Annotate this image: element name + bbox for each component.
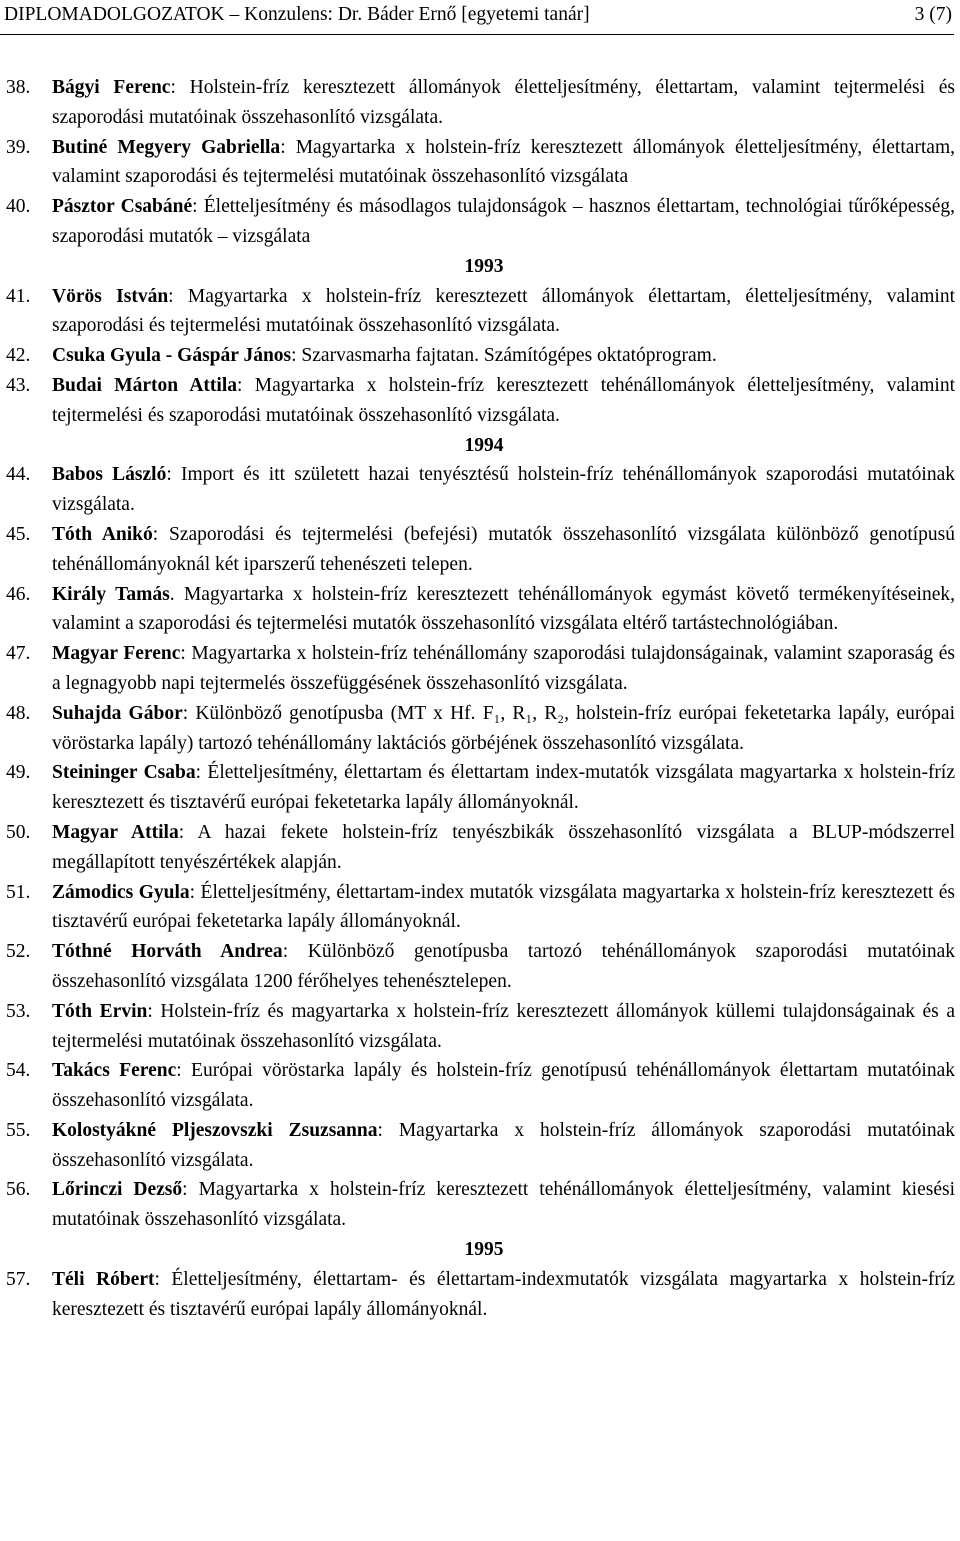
thesis-list: [0, 73, 960, 1324]
author-separator: :: [192, 196, 198, 218]
author-name: Csuka Gyula - Gáspár János: [52, 345, 292, 367]
item-number: 49.: [6, 762, 31, 784]
author-separator: :: [280, 136, 286, 158]
list-item: [0, 580, 960, 640]
year-heading: 1993: [464, 255, 504, 277]
author-separator: :: [176, 1060, 182, 1082]
item-number: 56.: [6, 1179, 31, 1201]
page-number: 3 (7): [914, 4, 952, 25]
author-separator: :: [237, 374, 243, 396]
author-name: Bágyi Ferenc: [52, 77, 171, 98]
list-item: [0, 1056, 960, 1116]
thesis-title: Holstein-fríz keresztezett állományok életteljesítmény, élettartam, valamint tejtermelési és szaporodási mutatóinak összehasonlító vizsgálata.: [52, 77, 955, 128]
list-item: [0, 1175, 960, 1235]
author-name: Magyar Attila: [52, 821, 179, 843]
thesis-title: Magyartarka x holstein-fríz keresztezett tehénállományok egymást követő termékenyítéseinek, valamint a szaporodási és tejtermelési mutatók összehasonlító vizsgálata eltérő tartástechnológiában.: [52, 583, 955, 635]
list-item: [0, 937, 960, 997]
thesis-title: Magyartarka x holstein-fríz keresztezett állományok életteljesítmény, élettartam, valamint szaporodási és tejtermelési mutatóinak összehasonlító vizsgálata: [52, 136, 955, 188]
author-name: Suhajda Gábor: [52, 702, 183, 724]
thesis-title: Életteljesítmény, élettartam és élettartam index-mutatók vizsgálata magyartarka x holstein-fríz keresztezett és tisztavérű európai feketetarka lapály állományoknál.: [52, 762, 956, 814]
author-separator: .: [169, 583, 175, 605]
author-separator: :: [182, 702, 189, 724]
item-number: 55.: [6, 1119, 31, 1141]
thesis-title: Szaporodási és tejtermelési (befejési) mutatók összehasonlító vizsgálata különböző genotípusú tehénállományoknál két iparszerű tehenészeti telepen.: [52, 523, 955, 575]
thesis-title: Életteljesítmény, élettartam- és élettartam-indexmutatók vizsgálata magyartarka x holstein-fríz keresztezett és tisztavérű európai lapály állományoknál.: [52, 1268, 955, 1320]
year-heading: 1994: [464, 434, 504, 456]
thesis-title: Magyartarka x holstein-fríz tehénállomány szaporodási tulajdonságainak, valamint szaporaság és a legnagyobb napi tejtermelés összefüggésének összehasonlító vizsgálata.: [52, 643, 956, 694]
list-item: [0, 460, 960, 520]
thesis-title: Életteljesítmény és másodlagos tulajdonságok – hasznos élettartam, technológiai tűrőképesség, szaporodási mutatók – vizsgálata: [52, 196, 956, 247]
list-item: [0, 639, 960, 699]
item-number: 38.: [6, 77, 31, 98]
thesis-title: Holstein-fríz és magyartarka x holstein-fríz keresztezett állományok küllemi tulajdonságainak és a tejtermelési mutatóinak összehasonlító vizsgálata.: [52, 1000, 955, 1052]
author-name: Budai Márton Attila: [52, 374, 237, 396]
author-name: Király Tamás: [52, 583, 170, 605]
author-separator: :: [154, 1268, 160, 1290]
list-item: [0, 371, 960, 431]
item-number: 57.: [6, 1268, 31, 1290]
author-separator: :: [166, 464, 172, 486]
author-separator: :: [377, 1119, 383, 1141]
thesis-title: Import és itt született hazai tenyésztésű holstein-fríz tehénállományok szaporodási mutatóinak vizsgálata.: [52, 464, 956, 516]
year-heading: 1995: [464, 1239, 504, 1261]
author-name: Babos László: [52, 464, 167, 486]
header-title: DIPLOMADOLGOZATOK – Konzulens: Dr. Báder Ernő [egyetemi tanár]: [4, 4, 590, 25]
author-name: Zámodics Gyula: [52, 881, 190, 903]
item-number: 51.: [6, 881, 31, 903]
item-number: 47.: [6, 643, 31, 665]
list-item: [0, 1265, 960, 1325]
item-number: 52.: [6, 941, 31, 963]
page-header: [0, 0, 954, 35]
author-name: Butiné Megyery Gabriella: [52, 136, 281, 158]
author-name: Tóthné Horváth Andrea: [52, 941, 283, 963]
thesis-title: Magyartarka x holstein-fríz keresztezett tehénállományok életteljesítmény, valamint tejtermelési és szaporodási mutatóinak összehasonlító vizsgálata.: [52, 374, 955, 426]
item-number: 40.: [6, 196, 31, 218]
list-item: [0, 1116, 960, 1176]
list-item: [0, 282, 960, 342]
author-name: Téli Róbert: [52, 1268, 155, 1290]
item-number: 54.: [6, 1060, 31, 1082]
author-separator: :: [195, 762, 202, 784]
author-separator: :: [170, 77, 176, 98]
list-item: [0, 520, 960, 580]
thesis-title: Szarvasmarha fajtatan. Számítógépes oktatóprogram.: [296, 345, 717, 367]
list-item: [0, 758, 960, 818]
thesis-title: Magyartarka x holstein-fríz állományok szaporodási mutatóinak összehasonlító vizsgálata.: [52, 1119, 955, 1171]
item-number: 53.: [6, 1000, 31, 1022]
author-name: Steininger Csaba: [52, 762, 196, 784]
author-separator: :: [180, 643, 186, 665]
thesis-title: Különböző genotípusba tartozó tehénállományok szaporodási mutatóinak összehasonlító vizsgálata 1200 férőhelyes tehenésztelepen.: [52, 941, 955, 992]
item-number: 45.: [6, 523, 31, 545]
item-number: 50.: [6, 821, 31, 843]
author-separator: :: [178, 821, 185, 843]
list-item: [0, 997, 960, 1057]
author-separator: :: [147, 1000, 153, 1022]
list-item: [0, 192, 960, 252]
author-name: Pásztor Csabáné: [52, 196, 193, 218]
thesis-title: Magyartarka x holstein-fríz keresztezett tehénállományok életteljesítmény, valamint kiesési mutatóinak összehasonlító vizsgálata.: [52, 1179, 956, 1231]
list-item: [0, 878, 960, 938]
thesis-title: A hazai fekete holstein-fríz tenyészbikák összehasonlító vizsgálata a BLUP-módszerrel megállapított tenyészértékek alapján.: [52, 821, 955, 873]
list-item: [0, 818, 960, 878]
author-separator: :: [168, 285, 174, 307]
author-separator: :: [182, 1179, 188, 1201]
thesis-title: Különböző genotípusba (MT x Hf. F₁, R₁, R₂, holstein-fríz európai feketetarka lapály, európai vöröstarka lapály) tartozó tehénállomány laktációs görbéjének összehasonlító vizsgálata.: [52, 702, 955, 754]
list-item: [0, 73, 960, 133]
author-name: Kolostyákné Pljeszovszki Zsuzsanna: [52, 1119, 378, 1141]
list-item: [0, 699, 960, 759]
author-name: Takács Ferenc: [52, 1060, 177, 1082]
thesis-title: Európai vöröstarka lapály és holstein-fríz genotípusú tehénállományok élettartam mutatóinak összehasonlító vizsgálata.: [52, 1060, 955, 1112]
list-item: [0, 341, 960, 371]
author-name: Magyar Ferenc: [52, 643, 181, 665]
item-number: 44.: [6, 464, 31, 486]
author-name: Tóth Anikó: [52, 523, 153, 545]
author-separator: :: [152, 523, 159, 545]
item-number: 42.: [6, 345, 31, 367]
item-number: 43.: [6, 374, 31, 396]
item-number: 48.: [6, 702, 31, 724]
thesis-title: Életteljesítmény, élettartam-index mutatók vizsgálata magyartarka x holstein-fríz keresztezett és tisztavérű európai feketetarka lapály állományoknál.: [52, 881, 955, 933]
author-name: Tóth Ervin: [52, 1000, 148, 1022]
list-item: [0, 133, 960, 193]
author-name: Vörös István: [52, 285, 169, 307]
author-separator: :: [189, 881, 196, 903]
item-number: 46.: [6, 583, 31, 605]
item-number: 39.: [6, 136, 31, 158]
item-number: 41.: [6, 285, 31, 307]
author-separator: :: [291, 345, 297, 367]
thesis-title: Magyartarka x holstein-fríz keresztezett állományok élettartam, életteljesítmény, valamint szaporodási és tejtermelési mutatóinak összehasonlító vizsgálata.: [52, 285, 956, 337]
author-name: Lőrinczi Dezső: [52, 1179, 183, 1201]
author-separator: :: [282, 941, 289, 963]
